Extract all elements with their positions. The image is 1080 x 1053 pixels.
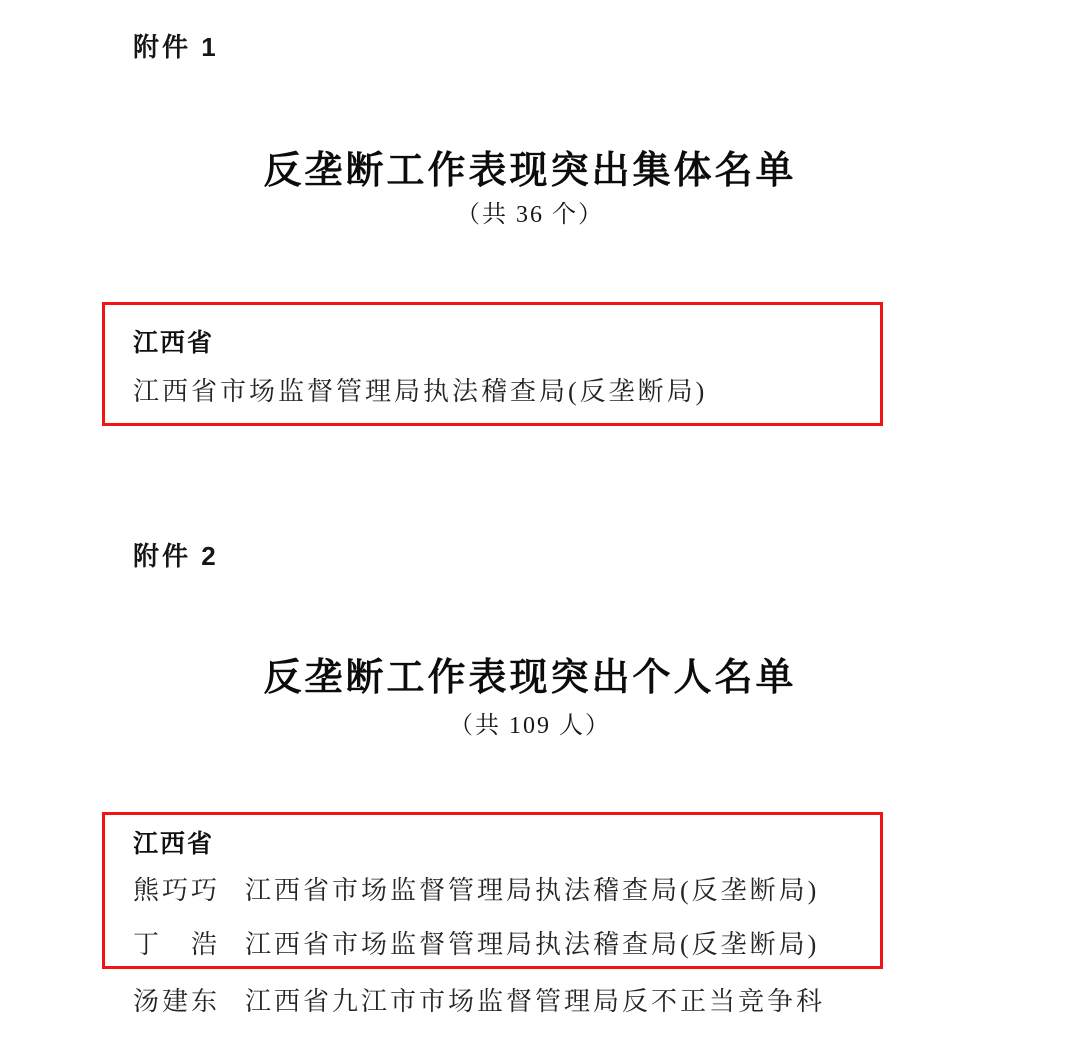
attachment-1-title: 反垄断工作表现突出集体名单: [263, 150, 797, 192]
person-organization: 江西省市场监督管理局执法稽查局(反垄断局): [245, 930, 820, 959]
collective-entry: 江西省市场监督管理局执法稽查局(反垄断局): [133, 377, 708, 406]
highlight-box-individuals: [102, 812, 883, 969]
attachment-2-subtitle: （共 109 人）: [449, 713, 611, 739]
person-row: [133, 981, 825, 1018]
attachment-2-title: 反垄断工作表现突出个人名单: [263, 657, 797, 699]
attachment-2-label: 附件 2: [133, 541, 219, 571]
highlight-box-collectives: [102, 302, 883, 426]
person-name: 汤建东: [133, 987, 221, 1016]
attachment-1-label: 附件 1: [133, 32, 219, 62]
person-organization: 江西省九江市市场监督管理局反不正当竞争科: [245, 987, 826, 1016]
region-header-jiangxi: 江西省: [133, 830, 215, 858]
attachment-1-subtitle: （共 36 个）: [456, 202, 604, 228]
person-row: [133, 924, 819, 961]
region-header-jiangxi: 江西省: [133, 329, 215, 357]
person-row: [133, 870, 819, 907]
person-organization: 江西省市场监督管理局执法稽查局(反垄断局): [245, 876, 820, 905]
person-name: 丁 浩: [133, 930, 221, 959]
person-name: 熊巧巧: [133, 876, 221, 905]
